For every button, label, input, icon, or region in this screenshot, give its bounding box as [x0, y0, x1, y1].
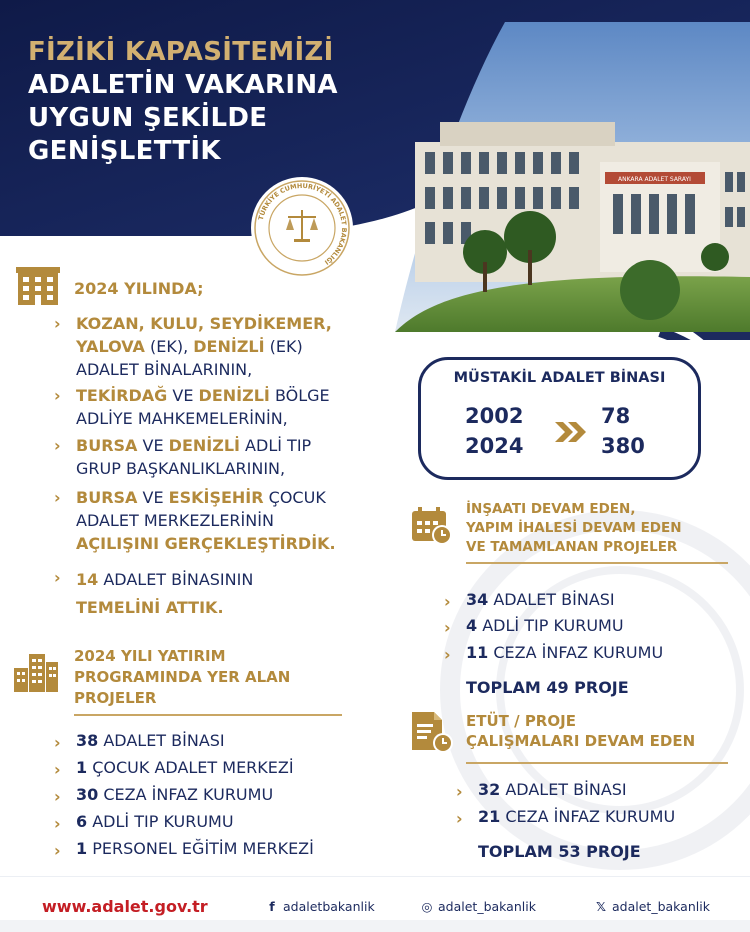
study-total: TOPLAM 53 PROJE: [478, 842, 641, 861]
title-line-2: ADALETİN VAKARINA: [28, 70, 338, 100]
page-title: [28, 36, 408, 168]
facebook-link[interactable]: f adaletbakanlik: [265, 899, 375, 914]
title-line-3: UYGUN ŞEKİLDE: [28, 103, 268, 133]
list-item: › 6 ADLİ TIP KURUMU: [54, 812, 234, 833]
svg-text:TÜRKİYE CUMHURİYETİ ADALET BAK: TÜRKİYE CUMHURİYETİ ADALET BAKANLIĞI: [256, 181, 349, 267]
double-chevron-icon: [553, 420, 589, 444]
footer-bar: [0, 920, 750, 932]
list-item: › 34 ADALET BİNASI: [444, 590, 615, 611]
divider: [466, 762, 728, 764]
list-item: › 1 ÇOCUK ADALET MERKEZİ: [54, 758, 294, 779]
divider: [466, 562, 728, 564]
facebook-icon: f: [269, 899, 275, 914]
ministry-seal: [250, 176, 354, 280]
stat-year-2002: 2002: [465, 404, 524, 428]
list-item: › 14 ADALET BİNASININ TEMELİNİ ATTIK.: [54, 568, 254, 617]
stat-year-2024: 2024: [465, 434, 524, 458]
chevron-right-icon: ›: [456, 809, 463, 828]
year-heading: 2024 YILINDA;: [74, 279, 204, 298]
chevron-right-icon: ›: [54, 386, 61, 405]
chevron-right-icon: ›: [54, 436, 61, 455]
chevron-right-icon: ›: [456, 782, 463, 801]
list-item: › 38 ADALET BİNASI: [54, 731, 225, 752]
divider: [74, 714, 342, 716]
stat-value-2024: 380: [601, 434, 645, 458]
list-item: › 30 CEZA İNFAZ KURUMU: [54, 785, 274, 806]
building-icon: [14, 265, 62, 307]
chevron-right-icon: ›: [54, 568, 61, 587]
title-line-1: FİZİKİ KAPASİTEMİZİ: [28, 37, 334, 67]
instagram-icon: ◎: [421, 899, 433, 914]
chevron-right-icon: ›: [54, 314, 61, 333]
x-link[interactable]: 𝕏 adalet_bakanlik: [595, 899, 710, 914]
stat-title: MÜSTAKİL ADALET BİNASI: [453, 370, 666, 386]
city-buildings-icon: [12, 650, 60, 694]
chevron-right-icon: ›: [54, 841, 61, 860]
ongoing-heading: İNŞAATI DEVAM EDEN, YAPIM İHALESİ DEVAM EDEN VE TAMAMLANAN PROJELER: [466, 501, 682, 555]
title-line-4: GENİŞLETTİK: [28, 136, 221, 166]
list-item: › 1 PERSONEL EĞİTİM MERKEZİ: [54, 839, 314, 860]
chevron-right-icon: ›: [54, 814, 61, 833]
list-item: › 21 CEZA İNFAZ KURUMU: [456, 807, 676, 828]
chevron-right-icon: ›: [54, 760, 61, 779]
list-item: › 32 ADALET BİNASI: [456, 780, 627, 801]
courthouse-photo: [395, 22, 750, 332]
chevron-right-icon: ›: [54, 488, 61, 507]
chevron-right-icon: ›: [444, 618, 451, 637]
calendar-clock-icon: [410, 505, 454, 547]
building-sign: ANKARA ADALET SARAYI: [618, 176, 691, 183]
x-icon: 𝕏: [595, 899, 607, 914]
list-item: › BURSA VE ESKİŞEHİR ÇOCUK ADALET MERKEZLERİNİN AÇILIŞINI GERÇEKLEŞTİRDİK.: [54, 488, 336, 553]
chevron-right-icon: ›: [444, 592, 451, 611]
website-link[interactable]: www.adalet.gov.tr: [42, 897, 208, 916]
instagram-link[interactable]: ◎ adalet_bakanlik: [421, 899, 536, 914]
ongoing-total: TOPLAM 49 PROJE: [466, 678, 629, 697]
list-item: › KOZAN, KULU, SEYDİKEMER, YALOVA (EK), DENİZLİ (EK) ADALET BİNALARININ,: [54, 314, 332, 379]
list-item: › TEKİRDAĞ VE DENİZLİ BÖLGE ADLİYE MAHKEMELERİNİN,: [54, 386, 330, 428]
list-item: › BURSA VE DENİZLİ ADLİ TIP GRUP BAŞKANLIKLARININ,: [54, 436, 312, 478]
footer: [0, 876, 750, 932]
chevron-right-icon: ›: [54, 787, 61, 806]
stat-box: [418, 357, 701, 480]
study-heading: ETÜT / PROJE ÇALIŞMALARI DEVAM EDEN: [466, 712, 696, 750]
document-clock-icon: [408, 710, 454, 754]
chevron-right-icon: ›: [54, 733, 61, 752]
list-item: › 4 ADLİ TIP KURUMU: [444, 616, 624, 637]
stat-value-2002: 78: [601, 404, 631, 428]
investment-heading: 2024 YILI YATIRIM PROGRAMINDA YER ALAN PROJELER: [74, 647, 291, 707]
list-item: › 11 CEZA İNFAZ KURUMU: [444, 643, 664, 664]
chevron-right-icon: ›: [444, 645, 451, 664]
